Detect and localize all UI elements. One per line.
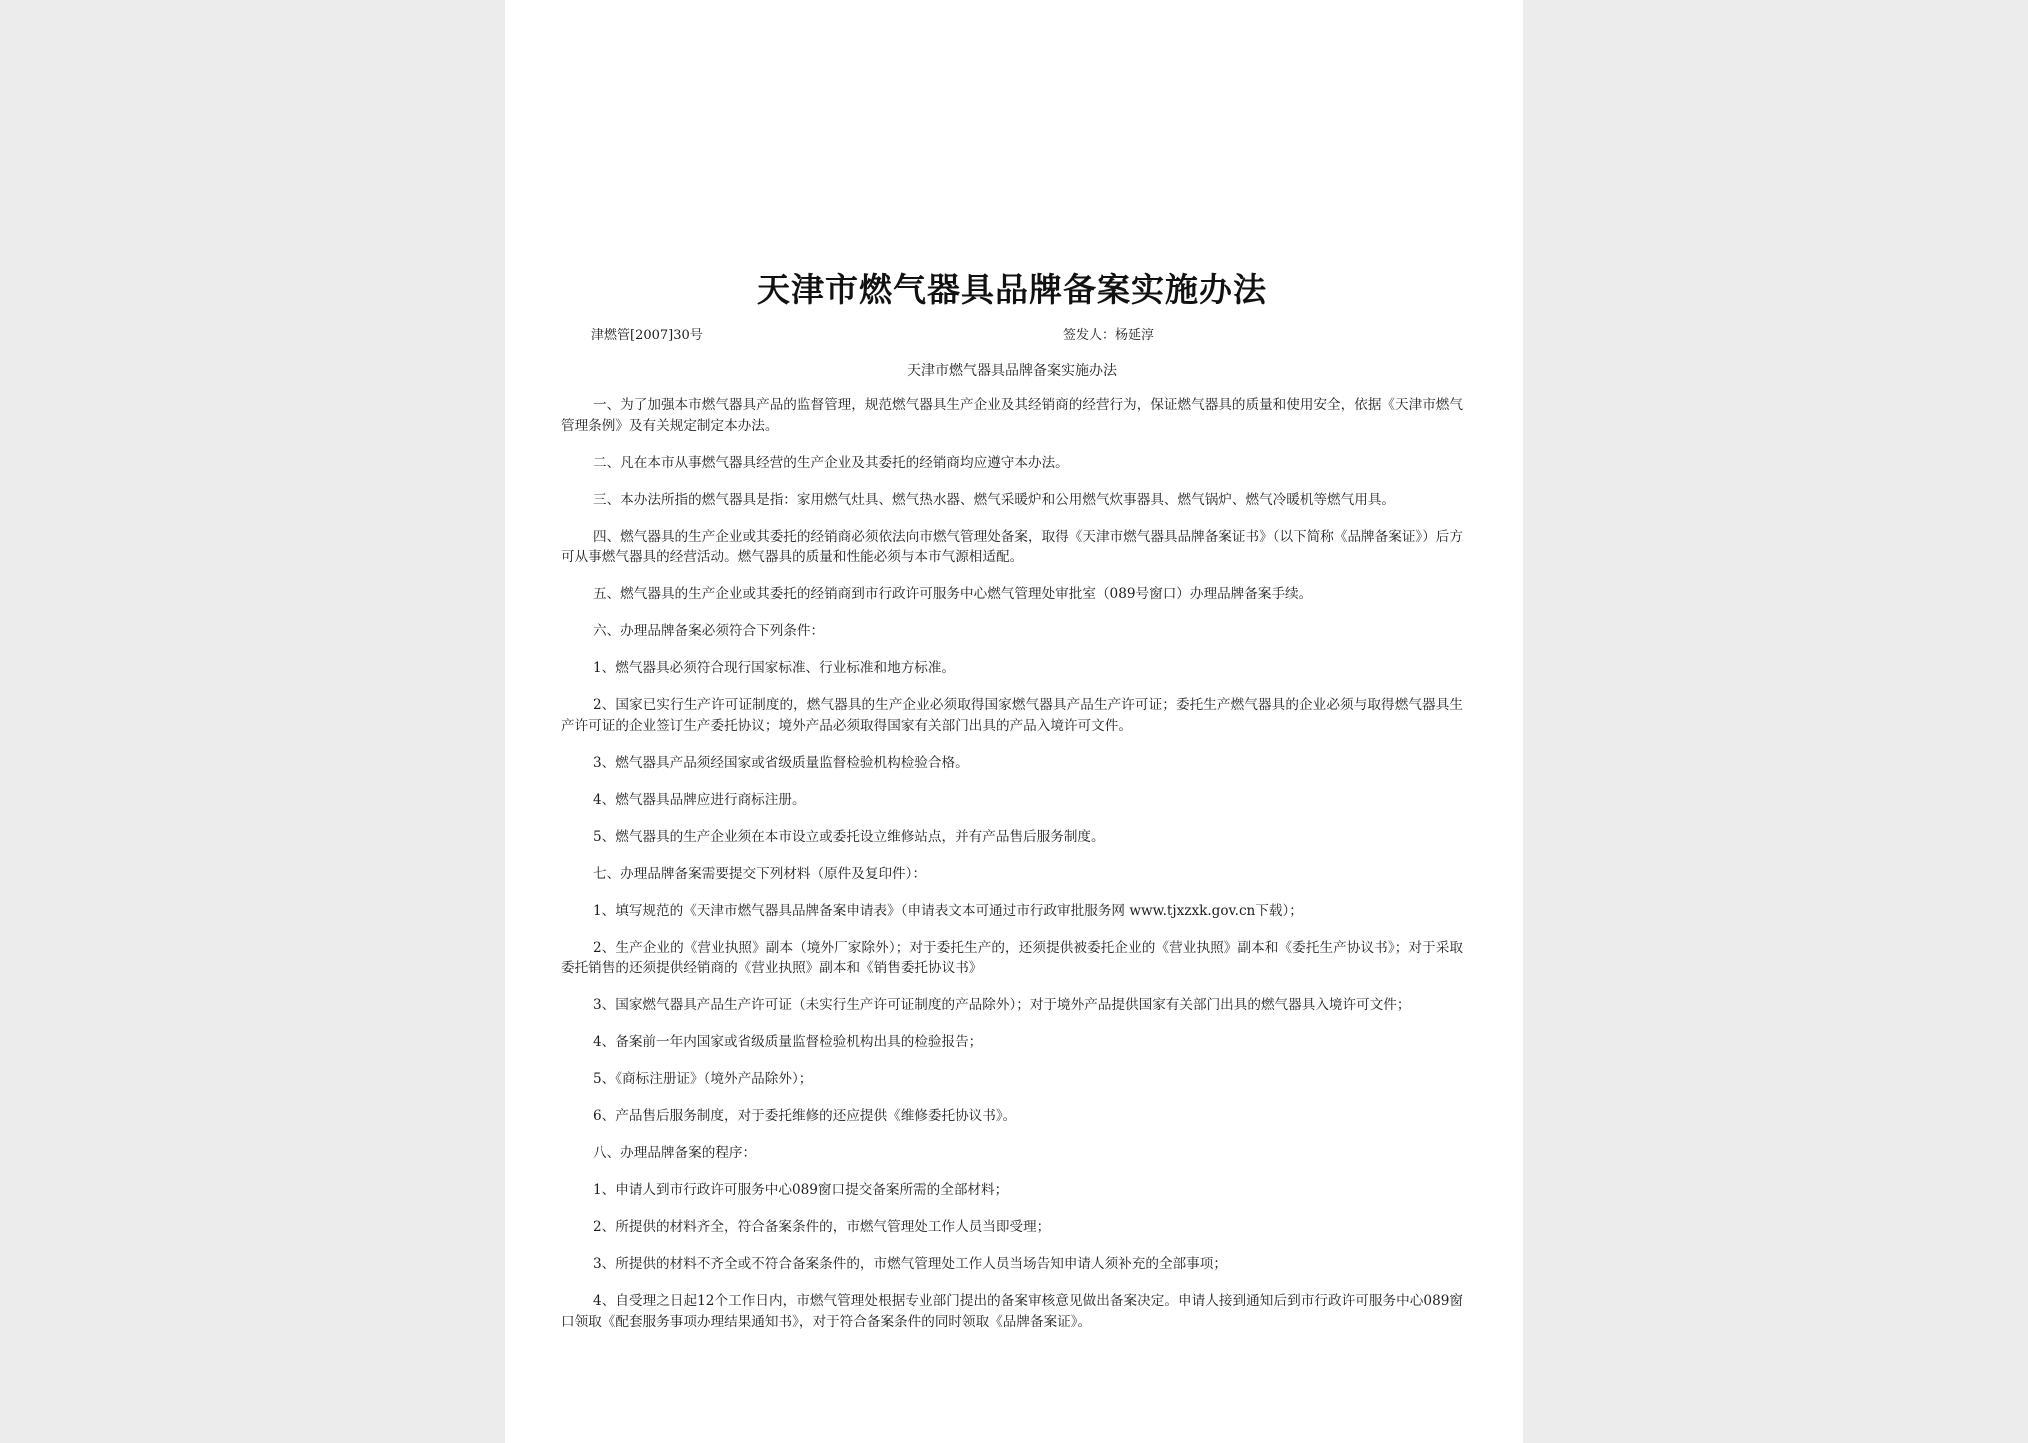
paragraph: 6、产品售后服务制度，对于委托维修的还应提供《维修委托协议书》。 bbox=[593, 1108, 1017, 1124]
paragraph: 5、《商标注册证》（境外产品除外）； bbox=[593, 1071, 813, 1087]
paragraph: 3、燃气器具产品须经国家或省级质量监督检验机构检验合格。 bbox=[593, 754, 969, 771]
paragraph: 5、燃气器具的生产企业须在本市设立或委托设立维修站点，并有产品售后服务制度。 bbox=[593, 828, 1105, 845]
document-number: 津燃管[2007]30号 bbox=[591, 328, 703, 343]
document-body bbox=[561, 395, 1463, 1332]
document-title: 天津市燃气器具品牌备案实施办法 bbox=[757, 270, 1267, 309]
paragraph: 五、燃气器具的生产企业或其委托的经销商到市行政许可服务中心燃气管理处审批室（089号窗口）办理品牌备案手续。 bbox=[593, 586, 1313, 602]
paragraph: 七、办理品牌备案需要提交下列材料（原件及复印件）： bbox=[593, 865, 927, 882]
paragraph: 2、国家已实行生产许可证制度的，燃气器具的生产企业必须取得国家燃气器具产品生产许可证；委托生产燃气器具的企业必须与取得燃气器具生产许可证的企业签订生产委托协议；境外产品必须取得国家有关部门出具的产品入境许可文件。 bbox=[561, 697, 1463, 734]
paragraph: 2、生产企业的《营业执照》副本（境外厂家除外）；对于委托生产的，还须提供被委托企业的《营业执照》副本和《委托生产协议书》；对于采取委托销售的还须提供经销商的《营业执照》副本和《销售委托协议书》 bbox=[561, 939, 1463, 976]
document-page bbox=[505, 0, 1523, 1443]
document-subtitle: 天津市燃气器具品牌备案实施办法 bbox=[907, 363, 1117, 379]
document-signer: 签发人：杨延淳 bbox=[1063, 328, 1155, 343]
paragraph: 1、填写规范的《天津市燃气器具品牌备案申请表》（申请表文本可通过市行政审批服务网 www.tjxzxk.gov.cn下载）； bbox=[593, 902, 1303, 919]
paragraph: 2、所提供的材料齐全，符合备案条件的，市燃气管理处工作人员当即受理； bbox=[593, 1219, 1051, 1235]
paragraph: 六、办理品牌备案必须符合下列条件： bbox=[593, 623, 825, 639]
paragraph: 4、备案前一年内国家或省级质量监督检验机构出具的检验报告； bbox=[593, 1034, 983, 1050]
paragraph: 4、自受理之日起12个工作日内，市燃气管理处根据专业部门提出的备案审核意见做出备案决定。申请人接到通知后到市行政许可服务中心089窗口领取《配套服务事项办理结果通知书》，对于符合备案条件的同时领取《品牌备案证》。 bbox=[561, 1293, 1463, 1330]
paragraph: 4、燃气器具品牌应进行商标注册。 bbox=[593, 791, 806, 808]
paragraph: 二、凡在本市从事燃气器具经营的生产企业及其委托的经销商均应遵守本办法。 bbox=[593, 454, 1069, 471]
document-meta bbox=[561, 324, 1463, 348]
paragraph: 四、燃气器具的生产企业或其委托的经销商必须依法向市燃气管理处备案，取得《天津市燃气器具品牌备案证书》（以下简称《品牌备案证》）后方可从事燃气器具的经营活动。燃气器具的质量和性能必须与本市气源相适配。 bbox=[561, 528, 1463, 565]
paragraph: 三、本办法所指的燃气器具是指：家用燃气灶具、燃气热水器、燃气采暖炉和公用燃气炊事器具、燃气锅炉、燃气冷暖机等燃气用具。 bbox=[593, 491, 1396, 508]
paragraph: 3、所提供的材料不齐全或不符合备案条件的，市燃气管理处工作人员当场告知申请人须补充的全部事项； bbox=[593, 1256, 1227, 1272]
paragraph: 3、国家燃气器具产品生产许可证（未实行生产许可证制度的产品除外）；对于境外产品提供国家有关部门出具的燃气器具入境许可文件； bbox=[593, 997, 1411, 1013]
paragraph: 1、燃气器具必须符合现行国家标准、行业标准和地方标准。 bbox=[593, 660, 956, 676]
paragraph: 1、申请人到市行政许可服务中心089窗口提交备案所需的全部材料； bbox=[593, 1182, 1009, 1198]
paragraph: 一、为了加强本市燃气器具产品的监督管理，规范燃气器具生产企业及其经销商的经营行为，保证燃气器具的质量和使用安全，依据《天津市燃气管理条例》及有关规定制定本办法。 bbox=[561, 397, 1463, 434]
paragraph: 八、办理品牌备案的程序： bbox=[593, 1145, 757, 1161]
